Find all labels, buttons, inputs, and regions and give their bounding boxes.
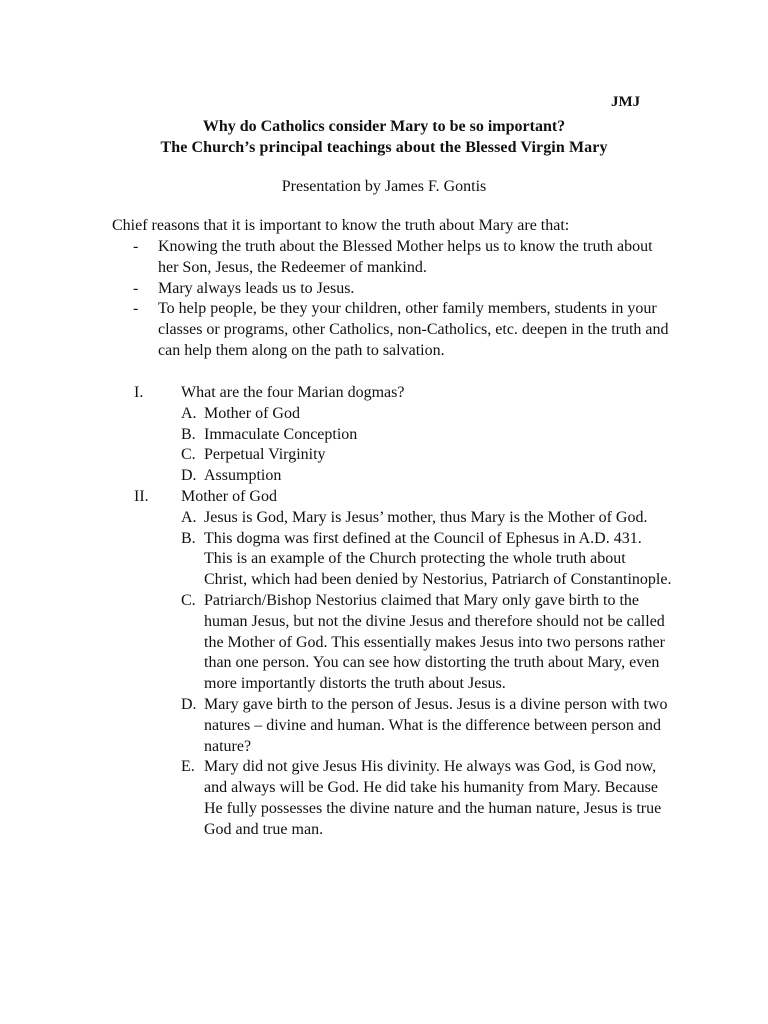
- item-letter: C.: [181, 591, 196, 609]
- outline-item: [112, 425, 672, 446]
- item-text: Mary gave birth to the person of Jesus. Jesus is a divine person with two natures – divine and human. What is the difference between person and nature?: [204, 695, 668, 755]
- item-text: Patriarch/Bishop Nestorius claimed that Mary only gave birth to the human Jesus, but not the divine Jesus and therefore should not be called the Mother of God. This essentially makes Jesus into two persons rather than one person. You can see how distorting the truth about Mary, even more importantly distorts the truth about Jesus.: [204, 591, 665, 693]
- item-text: Assumption: [204, 467, 282, 485]
- outline-item: [112, 404, 672, 425]
- section-items: [112, 404, 672, 487]
- item-text: Immaculate Conception: [204, 425, 358, 443]
- outline-item: [112, 466, 672, 487]
- reason-text: Mary always leads us to Jesus.: [158, 279, 355, 297]
- outline-item: [112, 591, 672, 695]
- reason-item: [112, 279, 672, 300]
- item-letter: D.: [181, 467, 197, 485]
- reason-text: Knowing the truth about the Blessed Mother helps us to know the truth about her Son, Jesus, the Redeemer of mankind.: [158, 238, 653, 276]
- outline-item: [112, 757, 672, 840]
- item-text: This dogma was first defined at the Council of Ephesus in A.D. 431. This is an example of the Church protecting the whole truth about Christ, which had been denied by Nestorius, Patriarch of Constantinople.: [204, 529, 672, 589]
- item-letter: A.: [181, 404, 197, 422]
- item-text: Jesus is God, Mary is Jesus’ mother, thus Mary is the Mother of God.: [204, 508, 648, 526]
- reasons-list: [112, 237, 672, 362]
- item-letter: D.: [181, 695, 197, 713]
- item-text: Mary did not give Jesus His divinity. He always was God, is God now, and always will be God. He did take his humanity from Mary. Because He fully possesses the divine nature and the human nature, Jesus is true God and true man.: [204, 758, 662, 838]
- item-letter: E.: [181, 758, 195, 776]
- section-marian-dogmas: [112, 383, 672, 487]
- section-title: What are the four Marian dogmas?: [181, 384, 405, 401]
- document-title: Why do Catholics consider Mary to be so important?: [202, 118, 566, 135]
- section-heading: [112, 487, 672, 508]
- item-letter: B.: [181, 529, 196, 547]
- presenter-line: Presentation by James F. Gontis: [281, 178, 487, 195]
- reason-bullet: -: [133, 279, 139, 297]
- reason-bullet: -: [133, 238, 139, 255]
- outline-item: [112, 445, 672, 466]
- section-items: [112, 508, 672, 841]
- reason-bullet: -: [133, 300, 139, 318]
- document-subtitle: The Church’s principal teachings about the Blessed Virgin Mary: [160, 139, 608, 156]
- item-text: Perpetual Virginity: [204, 446, 326, 464]
- intro-lead: Chief reasons that it is important to know the truth about Mary are that:: [112, 217, 570, 234]
- reason-item: [112, 299, 672, 361]
- reason-item: [112, 237, 672, 279]
- item-letter: B.: [181, 425, 196, 443]
- outline: [112, 383, 672, 841]
- outline-item: [112, 529, 672, 591]
- section-numeral: I.: [134, 384, 144, 401]
- outline-item: [112, 695, 672, 757]
- item-letter: C.: [181, 446, 196, 464]
- section-numeral: II.: [134, 487, 149, 505]
- outline-item: [112, 508, 672, 529]
- jmj-mark: JMJ: [611, 94, 641, 110]
- item-text: Mother of God: [204, 404, 300, 422]
- section-title: Mother of God: [181, 487, 277, 505]
- reason-text: To help people, be they your children, other family members, students in your classes or programs, other Catholics, non-Catholics, etc. deepen in the truth and can help them along on the path to salvation.: [158, 300, 669, 359]
- section-mother-of-god: [112, 487, 672, 841]
- section-heading: [112, 383, 672, 404]
- item-letter: A.: [181, 508, 197, 526]
